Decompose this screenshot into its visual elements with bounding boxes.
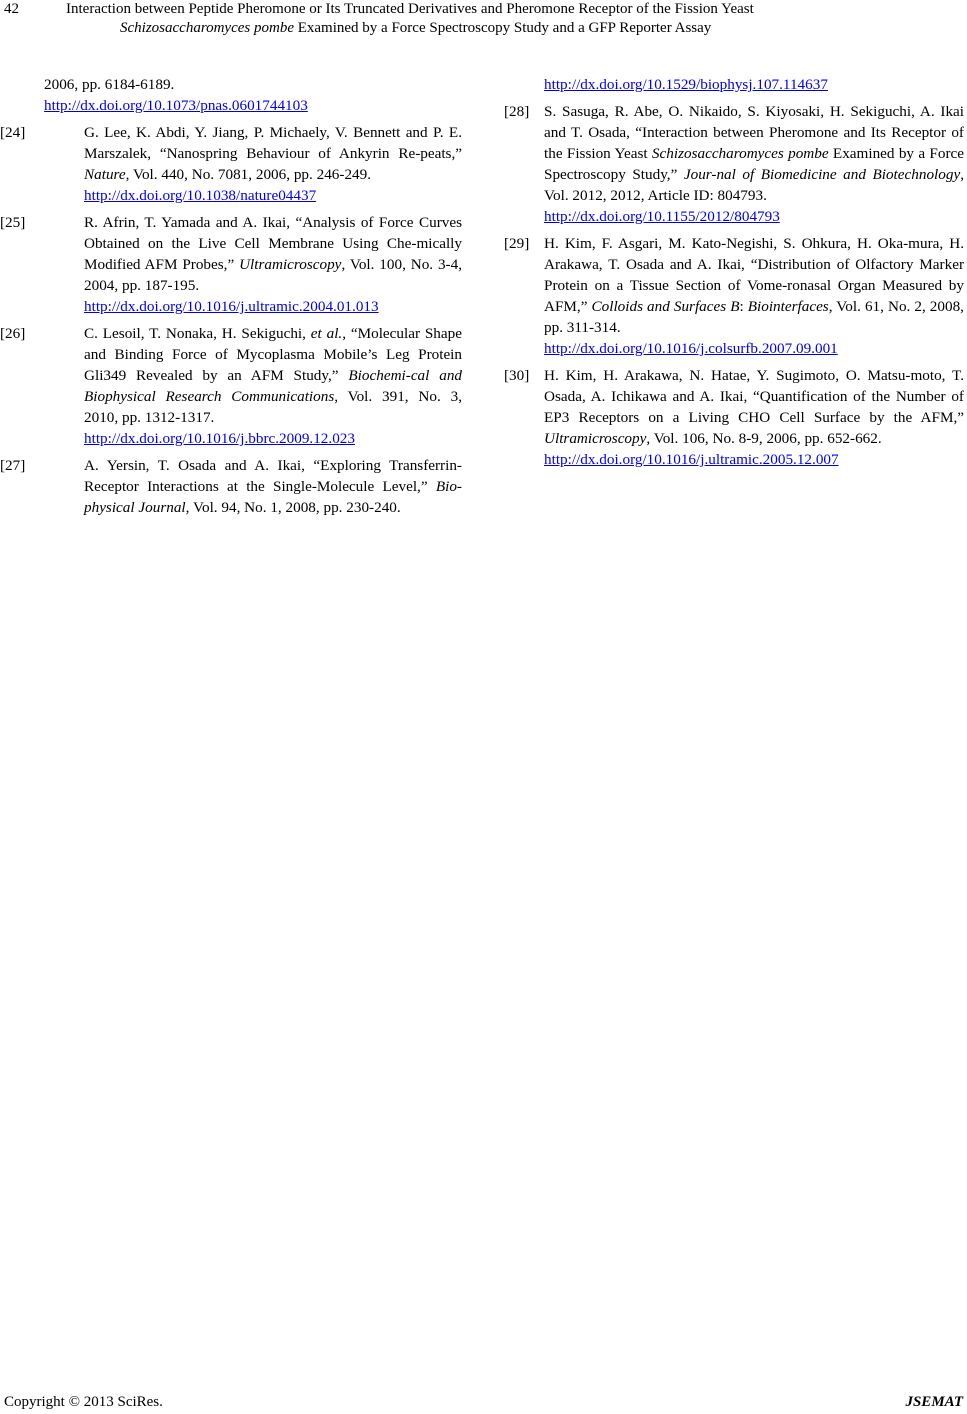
reference-28	[504, 101, 964, 227]
header-title-line2	[120, 19, 711, 38]
reference-text: A. Yersin, T. Osada and A. Ikai, “Exploring Transferrin-Receptor Interactions at the Single-Molecule Level,” Bio-physical Journal, Vol. 94, No. 1, 2008, pp. 230-240.	[84, 457, 462, 516]
reference-text: H. Kim, F. Asgari, M. Kato-Negishi, S. Ohkura, H. Oka-mura, H. Arakawa, T. Osada and A. Ikai, “Distribution of Olfactory Marker Protein on a Tissue Section of Vome-ronasal Organ Measured by AFM,” Colloids and Surfaces B: Biointerfaces, Vol. 61, No. 2, 2008, pp. 311-314.	[544, 235, 964, 336]
reference-number: [28]	[504, 103, 530, 120]
reference-number: [29]	[504, 235, 530, 252]
reference-27	[0, 455, 462, 518]
reference-30	[504, 365, 964, 470]
reference-number: [30]	[504, 367, 530, 384]
doi-link[interactable]: http://dx.doi.org/10.1529/biophysj.107.114637	[544, 76, 828, 93]
doi-link[interactable]: http://dx.doi.org/10.1016/j.ultramic.2005.12.007	[544, 451, 839, 468]
page-number: 42	[4, 1, 19, 17]
reference-number: [24]	[0, 124, 26, 141]
doi-link[interactable]: http://dx.doi.org/10.1016/j.ultramic.2004.01.013	[84, 298, 379, 315]
copyright-notice: Copyright © 2013 SciRes.	[4, 1394, 163, 1410]
reference-26	[0, 323, 463, 449]
header-species-name: Schizosaccharomyces pombe	[120, 20, 294, 36]
doi-link[interactable]: http://dx.doi.org/10.1016/j.colsurfb.2007.09.001	[544, 340, 838, 357]
reference-continuation	[504, 74, 964, 95]
header-title-rest: Examined by a Force Spectroscopy Study and a GFP Reporter Assay	[293, 20, 712, 36]
reference-continuation	[40, 74, 462, 116]
reference-text: H. Kim, H. Arakawa, N. Hatae, Y. Sugimoto, O. Matsu-moto, T. Osada, A. Ichikawa and A. Ikai, “Quantification of the Number of EP3 Receptors on a Living CHO Cell Surface by the AFM,” Ultramicroscopy, Vol. 106, No. 8-9, 2006, pp. 652-662.	[544, 367, 964, 447]
reference-text: R. Afrin, T. Yamada and A. Ikai, “Analysis of Force Curves Obtained on the Live Cell Membrane Using Che-mically Modified AFM Probes,” Ultramicroscopy, Vol. 100, No. 3-4, 2004, pp. 187-195.	[84, 214, 462, 294]
journal-abbreviation: JSEMAT	[905, 1394, 963, 1410]
reference-text: S. Sasuga, R. Abe, O. Nikaido, S. Kiyosaki, H. Sekiguchi, A. Ikai and T. Osada, “Interaction between Pheromone and Its Receptor of the Fission Yeast Schizosaccharomyces pombe Examined by a Force Spectroscopy Study,” Jour-nal of Biomedicine and Biotechnology, Vol. 2012, 2012, Article ID: 804793.	[544, 103, 964, 204]
reference-number: [27]	[0, 457, 26, 474]
reference-text: G. Lee, K. Abdi, Y. Jiang, P. Michaely, V. Bennett and P. E. Marszalek, “Nanospring Behaviour of Ankyrin Re-peats,” Nature, Vol. 440, No. 7081, 2006, pp. 246-249.	[84, 124, 462, 183]
left-column	[0, 74, 463, 524]
reference-29	[504, 233, 964, 359]
running-header	[0, 0, 967, 44]
right-column	[504, 74, 964, 476]
doi-link[interactable]: http://dx.doi.org/10.1016/j.bbrc.2009.12.023	[84, 430, 355, 447]
header-title-line1: Interaction between Peptide Pheromone or Its Truncated Derivatives and Pheromone Receptor of the Fission Yeast	[66, 1, 754, 17]
reference-number: [25]	[0, 214, 26, 231]
doi-link[interactable]: http://dx.doi.org/10.1155/2012/804793	[544, 208, 780, 225]
reference-continuation-text: 2006, pp. 6184-6189.	[44, 76, 175, 93]
doi-link[interactable]: http://dx.doi.org/10.1073/pnas.0601744103	[44, 97, 308, 114]
doi-link[interactable]: http://dx.doi.org/10.1038/nature04437	[84, 187, 317, 204]
reference-25	[0, 212, 462, 317]
reference-text: C. Lesoil, T. Nonaka, H. Sekiguchi, et al., “Molecular Shape and Binding Force of Mycoplasma Mobile’s Leg Protein Gli349 Revealed by an AFM Study,” Biochemi-cal and Biophysical Research Communications, Vol. 391, No. 3, 2010, pp. 1312-1317.	[84, 325, 463, 426]
reference-24	[0, 122, 462, 206]
reference-number: [26]	[0, 325, 26, 342]
